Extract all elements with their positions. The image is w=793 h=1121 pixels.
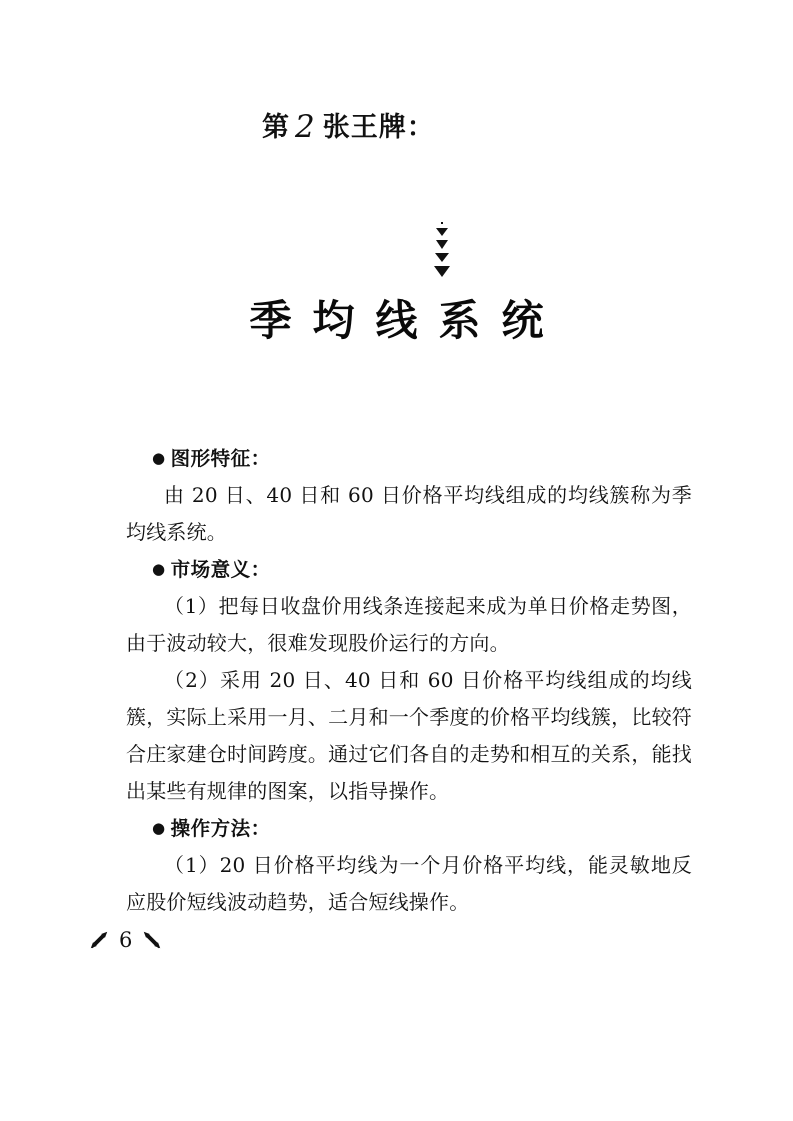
bullet-icon: ●	[152, 560, 166, 578]
section-heading-label: 图形特征：	[170, 447, 271, 470]
bullet-icon: ●	[152, 819, 166, 837]
section-heading-label: 操作方法：	[170, 817, 271, 840]
section-market-meaning	[126, 551, 692, 810]
page-title: 季均线系统	[249, 296, 565, 345]
section-heading	[126, 810, 692, 847]
section-operation-method	[126, 810, 692, 921]
bullet-icon: ●	[152, 449, 166, 467]
paragraph: （2）采用 20 日、40 日和 60 日价格平均线组成的均线簇，实际上采用一月、二月和一个季度的价格平均线簇，比较符合庄家建仓时间跨度。通过它们各自的走势和相互的关系，能找出某些有规律的图案，以指导操作。	[126, 668, 692, 803]
down-triangle-icon	[434, 266, 450, 277]
paragraph: （1）把每日收盘价用线条连接起来成为单日价格走势图，由于波动较大，很难发现股价运行的方向。	[126, 594, 692, 655]
down-triangle-icon	[435, 253, 449, 262]
dart-ornament-left-icon	[88, 929, 110, 951]
section-heading	[126, 551, 692, 588]
down-triangle-icon	[436, 240, 448, 249]
paragraph: 由 20 日、40 日和 60 日价格平均线组成的均线簇称为季均线系统。	[126, 483, 692, 544]
section-graphic-features	[126, 440, 692, 551]
paragraph: （1）20 日价格平均线为一个月价格平均线，能灵敏地反应股价短线波动趋势，适合短线操作。	[126, 853, 692, 914]
down-triangle-cluster-icon	[425, 222, 459, 277]
section-heading	[126, 440, 692, 477]
body-content	[126, 440, 692, 921]
chapter-title-prefix: 第	[262, 112, 290, 143]
page-footer	[88, 925, 163, 955]
dart-ornament-right-icon	[141, 929, 163, 951]
chapter-number: 2	[295, 109, 316, 145]
down-triangle-icon	[436, 228, 448, 236]
ornament-dot	[441, 222, 443, 224]
chapter-title-suffix: 张王牌	[322, 112, 407, 143]
section-heading-label: 市场意义：	[170, 558, 271, 581]
page-number: 6	[119, 927, 133, 952]
chapter-title	[262, 108, 435, 145]
chapter-title-colon: ：	[406, 112, 435, 143]
